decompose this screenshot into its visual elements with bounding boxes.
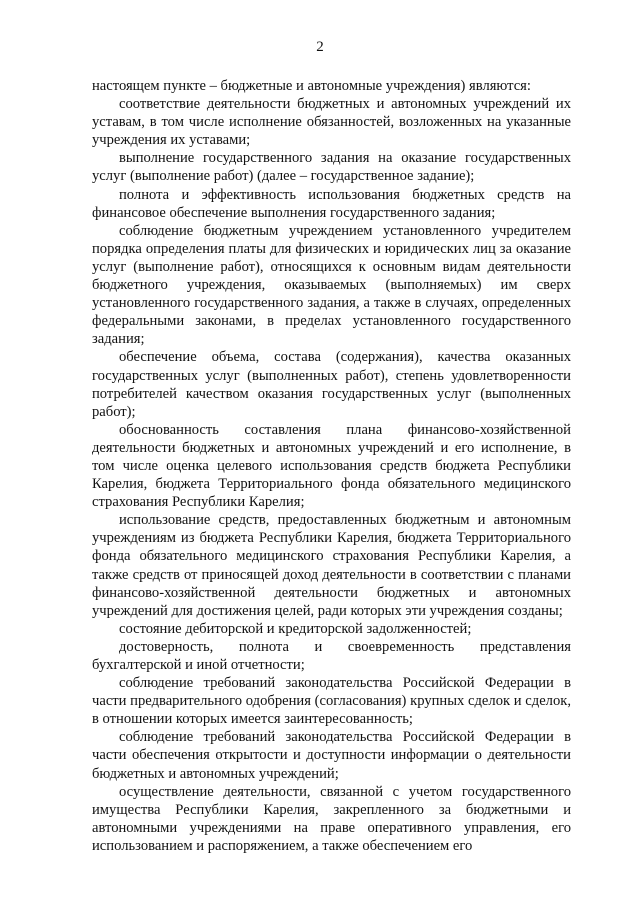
paragraph-property: осуществление деятельности, связанной с учетом государственного имущества Республики Карелия, закрепленного за бюджетными и автономными учреждениями на праве оперативного управления, его использованием и распоряжением, а также обеспечением его <box>92 783 571 854</box>
paragraph-transparency: соблюдение требований законодательства Российской Федерации в части обеспечения открытости и доступности информации о деятельности бюджетных и автономных учреждений; <box>92 729 571 782</box>
document-body <box>92 77 571 855</box>
page-number: 2 <box>316 39 324 55</box>
paragraph-financial-plan: обоснованность составления плана финансово-хозяйственной деятельности бюджетных и автономных учреждений и его исполнение, в том числе оценка целевого использования средств бюджета Республики Карелия, бюджета Территориального фонда обязательного медицинского страхования Республики Карелия; <box>92 421 571 511</box>
paragraph-charter-compliance: соответствие деятельности бюджетных и автономных учреждений их уставам, в том числе исполнение обязанностей, возложенных на указанные учреждения их уставами; <box>92 96 571 149</box>
paragraph-reporting: достоверность, полнота и своевременность представления бухгалтерской и иной отчетности; <box>92 638 571 673</box>
paragraph-continuation: настоящем пункте – бюджетные и автономные учреждения) являются: <box>92 78 531 94</box>
paragraph-major-deals: соблюдение требований законодательства Российской Федерации в части предварительного одобрения (согласования) крупных сделок и сделок, в отношении которых имеется заинтересованность; <box>92 675 571 728</box>
paragraph-fee-procedure: соблюдение бюджетным учреждением установленного учредителем порядка определения платы для физических и юридических лиц за оказание услуг (выполнение работ), относящихся к основным видам деятельности бюджетного учреждения, оказываемых (выполняемых) им сверх установленного государственного задания, а также в случаях, определенных федеральными законами, в пределах установленного государственного задания; <box>92 222 571 348</box>
paragraph-budget-efficiency: полнота и эффективность использования бюджетных средств на финансовое обеспечение выполнения государственного задания; <box>92 186 571 221</box>
paragraph-receivables: состояние дебиторской и кредиторской задолженностей; <box>119 620 472 637</box>
paragraph-state-assignment: выполнение государственного задания на оказание государственных услуг (выполнение работ) (далее – государственное задание); <box>92 150 571 185</box>
paragraph-funds-usage: использование средств, предоставленных бюджетным и автономным учреждениям из бюджета Республики Карелия, бюджета Территориального фонда обязательного медицинского страхования Республики Карелия, а также средств от приносящей доход деятельности в соответствии с планами финансово-хозяйственной деятельности бюджетных и автономных учреждений для достижения целей, ради которых эти учреждения созданы; <box>92 512 571 619</box>
paragraph-service-quality: обеспечение объема, состава (содержания), качества оказанных государственных услуг (выполненных работ), степень удовлетворенности потребителей качеством оказания государственных услуг (выполненных работ); <box>92 349 571 420</box>
